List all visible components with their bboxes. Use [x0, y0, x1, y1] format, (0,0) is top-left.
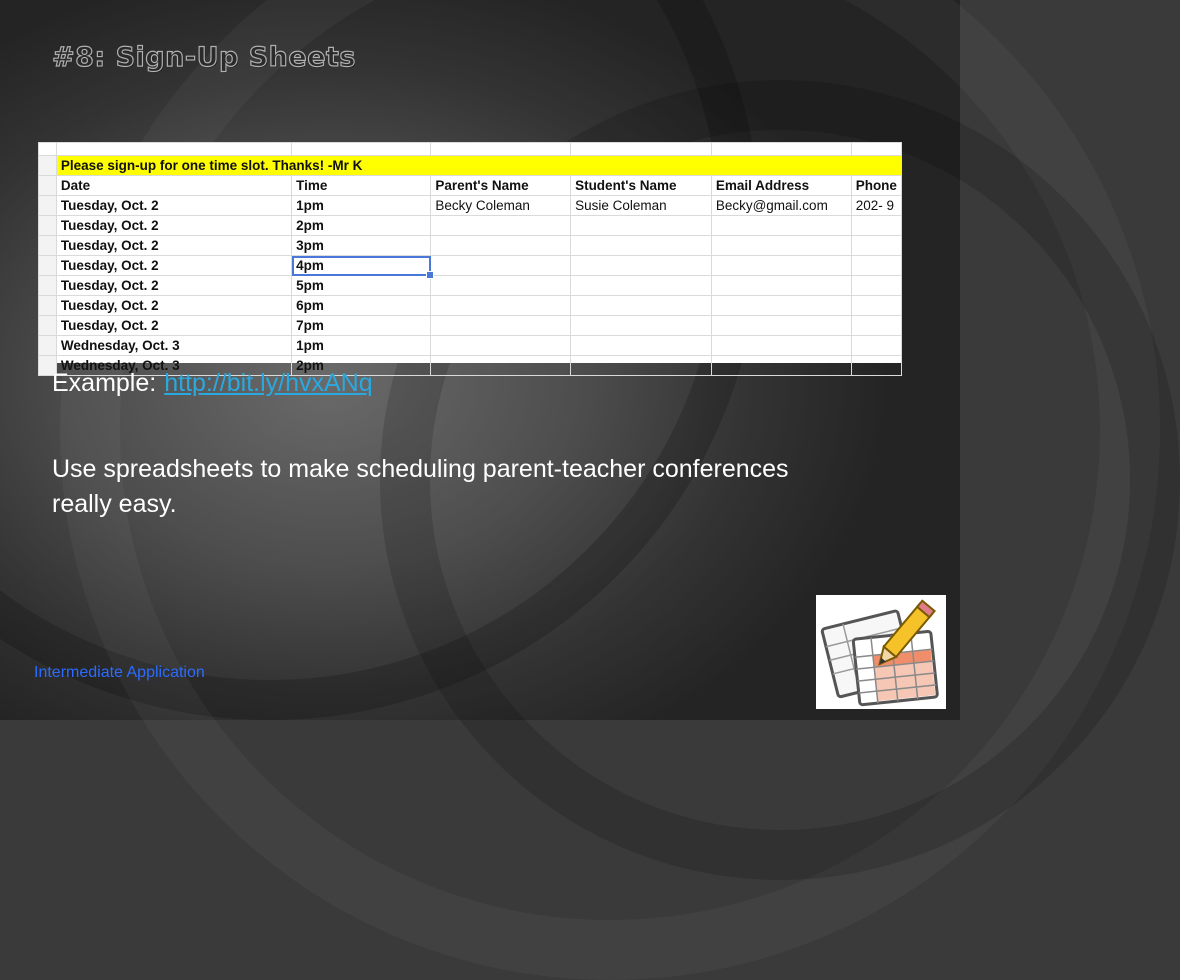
- column-header: Time: [292, 176, 431, 196]
- date-cell: Tuesday, Oct. 2: [56, 216, 291, 236]
- column-header: Parent's Name: [431, 176, 571, 196]
- example-label: Example:: [52, 369, 157, 397]
- date-cell: Wednesday, Oct. 3: [56, 336, 291, 356]
- time-cell: 5pm: [292, 276, 431, 296]
- time-cell: 3pm: [292, 236, 431, 256]
- time-cell: 2pm: [292, 356, 431, 376]
- date-cell: Tuesday, Oct. 2: [56, 196, 291, 216]
- sheet-notice-row: [39, 156, 902, 176]
- table-row: [39, 316, 902, 336]
- table-row: [39, 196, 902, 216]
- date-cell: Tuesday, Oct. 2: [56, 236, 291, 256]
- column-header: Phone: [851, 176, 901, 196]
- time-cell: 1pm: [292, 336, 431, 356]
- slide-title: #8: Sign-Up Sheets: [52, 42, 356, 73]
- column-header: Date: [56, 176, 291, 196]
- time-cell: 1pm: [292, 196, 431, 216]
- sheet-top-row: [39, 143, 902, 156]
- column-header: Student's Name: [571, 176, 712, 196]
- date-cell: Tuesday, Oct. 2: [56, 256, 291, 276]
- google-spreadsheet-icon: [816, 595, 946, 709]
- date-cell: Tuesday, Oct. 2: [56, 316, 291, 336]
- table-row: [39, 296, 902, 316]
- table-row: [39, 236, 902, 256]
- date-cell: Tuesday, Oct. 2: [56, 296, 291, 316]
- email-cell: Becky@gmail.com: [711, 196, 851, 216]
- time-cell: 2pm: [292, 216, 431, 236]
- table-row: [39, 256, 902, 276]
- sheet-notice: Please sign-up for one time slot. Thanks! -Mr K: [56, 156, 901, 176]
- table-row: [39, 336, 902, 356]
- column-header: Email Address: [711, 176, 851, 196]
- student-name-cell: Susie Coleman: [571, 196, 712, 216]
- spreadsheet-logo: [816, 595, 946, 709]
- table-row: [39, 216, 902, 236]
- example-link[interactable]: http://bit.ly/hvxANq: [164, 369, 373, 397]
- description-text: Use spreadsheets to make scheduling parent-teacher conferences really easy.: [52, 455, 789, 518]
- time-cell-selected: [292, 256, 431, 276]
- phone-cell: 202- 9: [851, 196, 901, 216]
- sheet-header-row: [39, 176, 902, 196]
- spreadsheet-screenshot: [38, 142, 902, 373]
- date-cell: Wednesday, Oct. 3: [56, 356, 291, 376]
- time-cell: 7pm: [292, 316, 431, 336]
- selection-handle: [426, 271, 434, 279]
- time-cell-text: 4pm: [296, 258, 324, 273]
- parent-name-cell: Becky Coleman: [431, 196, 571, 216]
- table-row: [39, 276, 902, 296]
- time-cell: 6pm: [292, 296, 431, 316]
- example-line: [52, 369, 373, 398]
- date-cell: Tuesday, Oct. 2: [56, 276, 291, 296]
- footer-text: Intermediate Application: [34, 664, 205, 681]
